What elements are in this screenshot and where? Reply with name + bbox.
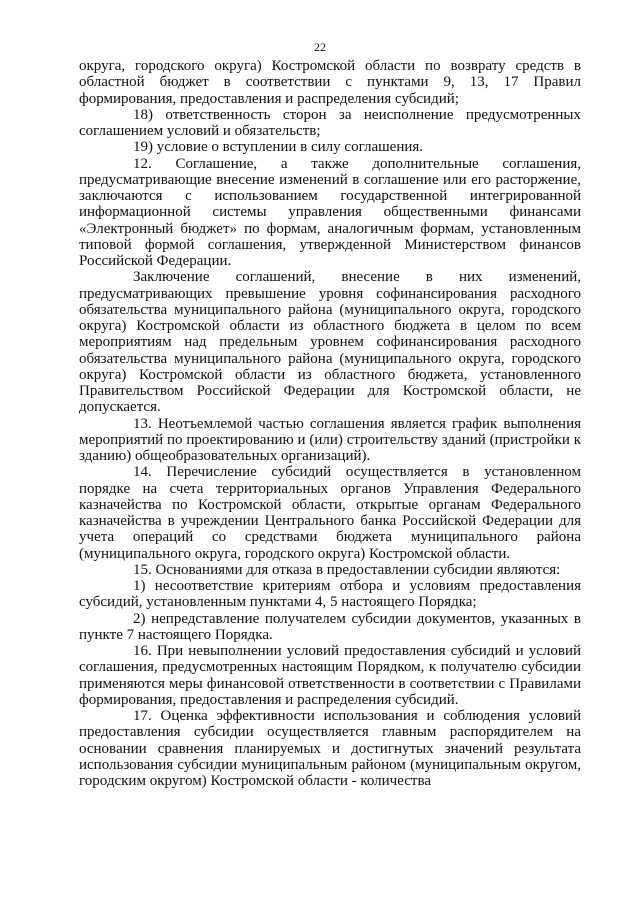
paragraph-12: 12. Соглашение, а также дополнительные соглашения, предусматривающие внесение изменений в соглашение или его расторжение, заключаются с использованием государственной интегрированной информационной системы управления общественными финансами «Электронный бюджет» по формам, аналогичным формам, установленным типовой формой соглашения, утвержденной Министерством финансов Российской Федерации. xyxy=(79,155,581,269)
list-item-19: 19) условие о вступлении в силу соглашения. xyxy=(133,139,424,156)
paragraph-12-continuation: Заключение соглашений, внесение в них изменений, предусматривающих превышение уровня софинансирования расходного обязательства муниципального района (муниципального округа, городского округа) Костромской области из областного бюджета в целом по всем мероприятиям над предельным уровнем софинансирования расходного обязательства муниципального района (муниципального округа, городского округа) Костромской области из областного бюджета, установленного Правительством Российской Федерации для Костромской области, не допускается. xyxy=(79,269,581,416)
page-number: 22 xyxy=(314,40,326,54)
paragraph-17: 17. Оценка эффективности использования и соблюдения условий предоставления субсидии осуществляется главным распорядителем на основании сравнения планируемых и достигнутых значений результата использования субсидии муниципальным районом (муниципальным округом, городским округом) Костромской области - количества xyxy=(79,708,581,789)
paragraph-13: 13. Неотъемлемой частью соглашения является график выполнения мероприятий по проектированию и (или) строительству зданий (пристройки к зданию) общеобразовательных организаций). xyxy=(79,415,581,464)
list-item-2: 2) непредставление получателем субсидии документов, указанных в пункте 7 настоящего Порядка. xyxy=(79,610,581,643)
list-item-18: 18) ответственность сторон за неисполнение предусмотренных соглашением условий и обязательств; xyxy=(79,106,581,139)
document-body xyxy=(79,58,581,789)
paragraph-continuation: округа, городского округа) Костромской области по возврату средств в областной бюджет в соответствии с пунктами 9, 13, 17 Правил формирования, предоставления и распределения субсидий; xyxy=(79,58,581,107)
paragraph-16: 16. При невыполнении условий предоставления субсидий и условий соглашения, предусмотренных настоящим Порядком, к получателю субсидии применяются меры финансовой ответственности в соответствии с Правилами формирования, предоставления и распределения субсидий. xyxy=(79,643,581,708)
paragraph-14: 14. Перечисление субсидий осуществляется в установленном порядке на счета территориальных органов Управления Федерального казначейства по Костромской области, открытые органам Федерального казначейства в учреждении Центрального банка Российской Федерации для учета операций со средствами бюджета муниципального района (муниципального округа, городского округа) Костромской области. xyxy=(79,464,581,562)
paragraph-15: 15. Основаниями для отказа в предоставлении субсидии являются: xyxy=(133,561,561,578)
list-item-1: 1) несоответствие критериям отбора и условиям предоставления субсидий, установленным пунктами 4, 5 настоящего Порядка; xyxy=(79,578,581,611)
